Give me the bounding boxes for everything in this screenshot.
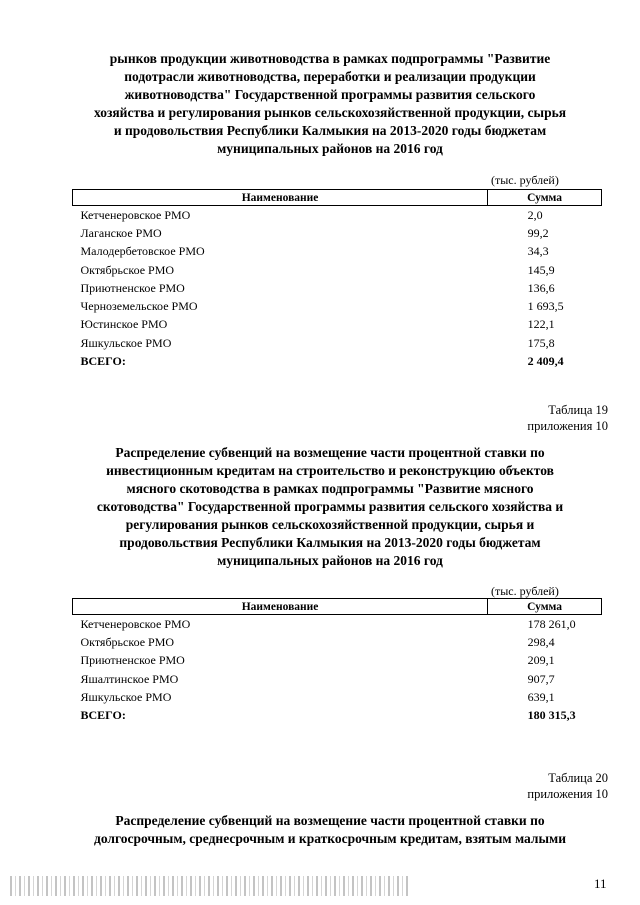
- total-row: [73, 352, 602, 370]
- total-sum: 2 409,4: [527, 354, 564, 369]
- row-name: Яшкульское РМО: [80, 689, 172, 704]
- row-name: Приютненское РМО: [80, 280, 185, 295]
- table-row: [73, 261, 602, 279]
- table-row: [73, 334, 602, 352]
- table18-header-sum: Сумма: [488, 190, 602, 206]
- table18-units: (тыс. рублей): [491, 173, 559, 187]
- row-name: Черноземельское РМО: [80, 299, 198, 314]
- table19-title: Распределение субвенций на возмещение части процентной ставки по инвестиционным кредитам на строительство и реконструкцию объектов мясного скотоводства в рамках подпрограммы "Развитие мясного скотоводства" Государственной программы развития сельского хозяйства и регулирования рынков сельскохозяйственной продукции, сырья и продовольствия Республики Калмыкия на 2013-2020 годы бюджетам муниципальных районов на 2016 год: [96, 445, 564, 568]
- total-label: ВСЕГО:: [80, 708, 126, 723]
- total-row: [73, 706, 602, 724]
- row-sum: 209,1: [527, 653, 555, 668]
- table-row: [73, 688, 602, 706]
- row-name: Приютненское РМО: [80, 653, 185, 668]
- row-name: Малодербетовское РМО: [80, 244, 205, 259]
- scan-noise: [10, 876, 410, 896]
- row-name: Кетченеровское РМО: [80, 207, 191, 222]
- row-sum: 178 261,0: [527, 616, 576, 631]
- table-row: [73, 224, 602, 242]
- page-number: 11: [594, 876, 607, 891]
- row-name: Юстинское РМО: [80, 317, 168, 332]
- row-sum: 145,9: [527, 262, 555, 277]
- table-row: [73, 633, 602, 651]
- table-row: [73, 206, 602, 225]
- table-row: [73, 670, 602, 688]
- table18-header-name: Наименование: [73, 190, 488, 206]
- table19-units: (тыс. рублей): [491, 584, 559, 598]
- row-name: Октябрьское РМО: [80, 262, 175, 277]
- table19: [72, 598, 602, 725]
- row-name: Яшкульское РМО: [80, 335, 172, 350]
- row-name: Октябрьское РМО: [80, 634, 175, 649]
- table18-title: рынков продукции животноводства в рамках подпрограммы "Развитие подотрасли животноводства, переработки и реализации продукции животноводства" Государственной программы развития сельского хозяйства и регулирования рынков сельскохозяйственной продукции, сырья и продовольствия Республики Калмыкия на 2013-2020 годы бюджетам муниципальных районов на 2016 год: [93, 51, 567, 156]
- row-sum: 1 693,5: [527, 299, 564, 314]
- table-row: [73, 615, 602, 634]
- total-sum: 180 315,3: [527, 708, 576, 723]
- table-row: [73, 279, 602, 297]
- table20-title: Распределение субвенций на возмещение части процентной ставки по долгосрочным, среднесрочным и краткосрочным кредитам, взятым малыми: [93, 813, 567, 846]
- row-sum: 298,4: [527, 634, 555, 649]
- row-sum: 2,0: [527, 207, 543, 222]
- table19-reference: Таблица 19 приложения 10: [527, 403, 608, 433]
- total-label: ВСЕГО:: [80, 354, 126, 369]
- row-sum: 907,7: [527, 671, 555, 686]
- table19-header-name: Наименование: [73, 599, 488, 615]
- row-sum: 175,8: [527, 335, 555, 350]
- row-sum: 34,3: [527, 244, 549, 259]
- row-sum: 99,2: [527, 225, 549, 240]
- table20-reference: Таблица 20 приложения 10: [527, 771, 608, 801]
- table18: [72, 189, 602, 371]
- table-row: [73, 652, 602, 670]
- row-sum: 136,6: [527, 280, 555, 295]
- table-row: [73, 297, 602, 315]
- row-sum: 639,1: [527, 689, 555, 704]
- row-sum: 122,1: [527, 317, 555, 332]
- row-name: Кетченеровское РМО: [80, 616, 191, 631]
- row-name: Лаганское РМО: [80, 225, 162, 240]
- table-row: [73, 316, 602, 334]
- table-row: [73, 243, 602, 261]
- row-name: Яшалтинское РМО: [80, 671, 179, 686]
- table19-header-sum: Сумма: [488, 599, 602, 615]
